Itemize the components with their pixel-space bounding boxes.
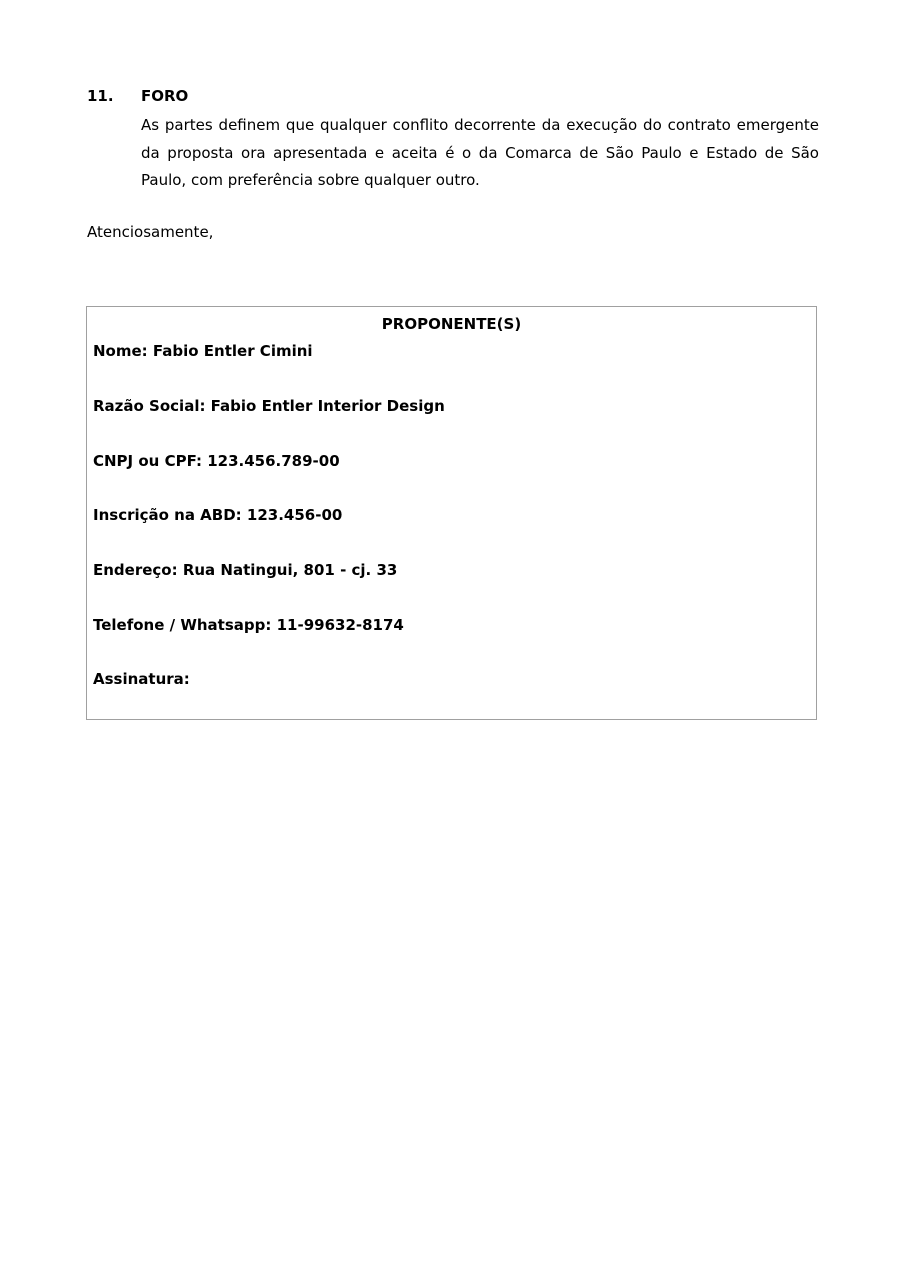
section-number: 11. bbox=[87, 87, 114, 105]
proponent-tax-id: CNPJ ou CPF: 123.456.789-00 bbox=[93, 452, 340, 470]
proponent-header: PROPONENTE(S) bbox=[381, 315, 522, 333]
section-body: As partes definem que qualquer conflito decorrente da execução do contrato emergente da proposta ora apresentada e aceita é o da Comarca de São Paulo e Estado de São Paulo, com preferência sobre qualquer outro. bbox=[141, 116, 819, 189]
proponent-name: Nome: Fabio Entler Cimini bbox=[93, 342, 313, 360]
closing-salutation: Atenciosamente, bbox=[87, 223, 214, 241]
proponent-signature: Assinatura: bbox=[93, 670, 190, 688]
proponent-box bbox=[86, 306, 817, 720]
section-title: FORO bbox=[141, 87, 189, 105]
proponent-abd-registration: Inscrição na ABD: 123.456-00 bbox=[93, 506, 343, 524]
proponent-address: Endereço: Rua Natingui, 801 - cj. 33 bbox=[93, 561, 398, 579]
proponent-phone: Telefone / Whatsapp: 11-99632-8174 bbox=[93, 616, 404, 634]
proponent-company-name: Razão Social: Fabio Entler Interior Design bbox=[93, 397, 445, 415]
